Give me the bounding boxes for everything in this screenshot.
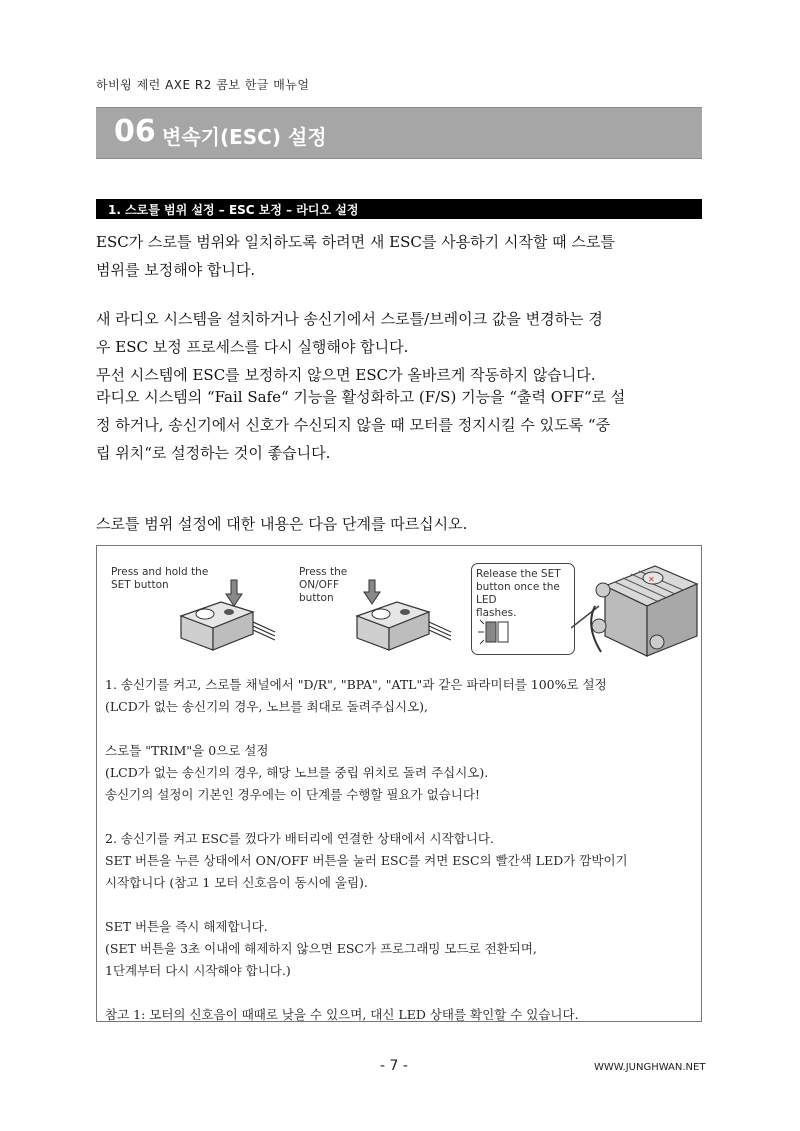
steps-intro-paragraph <box>96 510 706 538</box>
step-line: 1. 송신기를 켜고, 스로틀 채널에서 "D/R", "BPA", "ATL"과 같은 파라미터를 100%로 설정 <box>105 677 607 692</box>
footer-website: WWW.JUNGHWAN.NET <box>594 1062 706 1073</box>
intro-paragraph <box>96 228 706 284</box>
step-line: 2. 송신기를 켜고 ESC를 껐다가 배터리에 연결한 상태에서 시작합니다. <box>105 831 494 846</box>
esc-switch-drawing-1 <box>171 576 281 661</box>
svg-text:✕: ✕ <box>648 575 655 584</box>
note-line: 참고 1: 모터의 신호음이 때때로 낮을 수 있으며, 대신 LED 상태를 확인할 수 있습니다. <box>105 1007 579 1022</box>
paragraph-line: 새 라디오 시스템을 설치하거나 송신기에서 스로틀/브레이크 값을 변경하는 경 <box>96 310 603 328</box>
led-flash-icon <box>476 616 516 650</box>
paragraph-line: 정 하거나, 송신기에서 신호가 수신되지 않을 때 모터를 정지시킬 수 있도록 “중 <box>96 416 611 434</box>
step-line: 시작합니다 (참고 1 모터 신호음이 동시에 울림). <box>105 875 368 890</box>
step-line: (LCD가 없는 송신기의 경우, 해당 노브를 중립 위치로 돌려 주십시오). <box>105 765 489 780</box>
step-line: 송신기의 설정이 기본인 경우에는 이 단계를 수행할 필요가 없습니다! <box>105 787 480 802</box>
failsafe-paragraph <box>96 383 706 467</box>
step-line: 1단계부터 다시 시작해야 합니다.) <box>105 963 291 978</box>
section-title: 1. 스로틀 범위 설정 – ESC 보정 – 라디오 설정 <box>108 203 359 217</box>
paragraph-line: 스로틀 범위 설정에 대한 내용은 다음 단계를 따르십시오. <box>96 515 468 533</box>
step-line: (LCD가 없는 송신기의 경우, 노브를 최대로 돌려주십시오), <box>105 699 429 714</box>
esc-switch-drawing-2 <box>347 576 457 661</box>
esc-unit-drawing <box>585 556 701 668</box>
paragraph-line: 립 위치“로 설정하는 것이 좋습니다. <box>96 444 331 462</box>
step-line: 스로틀 "TRIM"을 0으로 설정 <box>105 743 269 758</box>
chapter-title: 변속기(ESC) 설정 <box>162 125 327 149</box>
paragraph-line: 무선 시스템에 ESC를 보정하지 않으면 ESC가 올바르게 작동하지 않습니다. <box>96 366 596 384</box>
paragraph-line: ESC가 스로틀 범위와 일치하도록 하려면 새 ESC를 사용하기 시작할 때 스로틀 <box>96 233 615 251</box>
paragraph-line: 라디오 시스템의 “Fail Safe“ 기능을 활성화하고 (F/S) 기능을 “출력 OFF“로 설 <box>96 388 626 406</box>
calibration-illustration <box>97 546 701 670</box>
paragraph-line: 우 ESC 보정 프로세스를 다시 실행해야 합니다. <box>96 338 409 356</box>
paragraph-line: 범위를 보정해야 합니다. <box>96 261 256 279</box>
led-callout <box>471 563 575 655</box>
step-line: SET 버튼을 즉시 해제합니다. <box>105 919 268 934</box>
step-line: SET 버튼을 누른 상태에서 ON/OFF 버튼을 눌러 ESC를 켜면 ESC의 빨간색 LED가 깜박이기 <box>105 853 628 868</box>
illustration-label-press-onoff: Press the ON/OFF button <box>299 566 348 604</box>
step-line: (SET 버튼을 3초 이내에 해제하지 않으면 ESC가 프로그래밍 모드로 전환되며, <box>105 941 537 956</box>
chapter-heading <box>96 107 702 159</box>
page-number: - 7 - <box>380 1058 408 1074</box>
calibration-paragraph <box>96 305 706 389</box>
chapter-number: 06 <box>114 114 156 149</box>
illustration-label-release-set: Release the SET button once the LED flashes. <box>476 568 561 619</box>
steps-list <box>105 674 699 1026</box>
illustration-label-hold-set: Press and hold the SET button <box>111 566 209 591</box>
section-heading <box>96 199 702 219</box>
steps-box <box>96 545 702 1022</box>
document-header: 하비윙 제런 AXE R2 콤보 한글 매뉴얼 <box>96 78 310 92</box>
